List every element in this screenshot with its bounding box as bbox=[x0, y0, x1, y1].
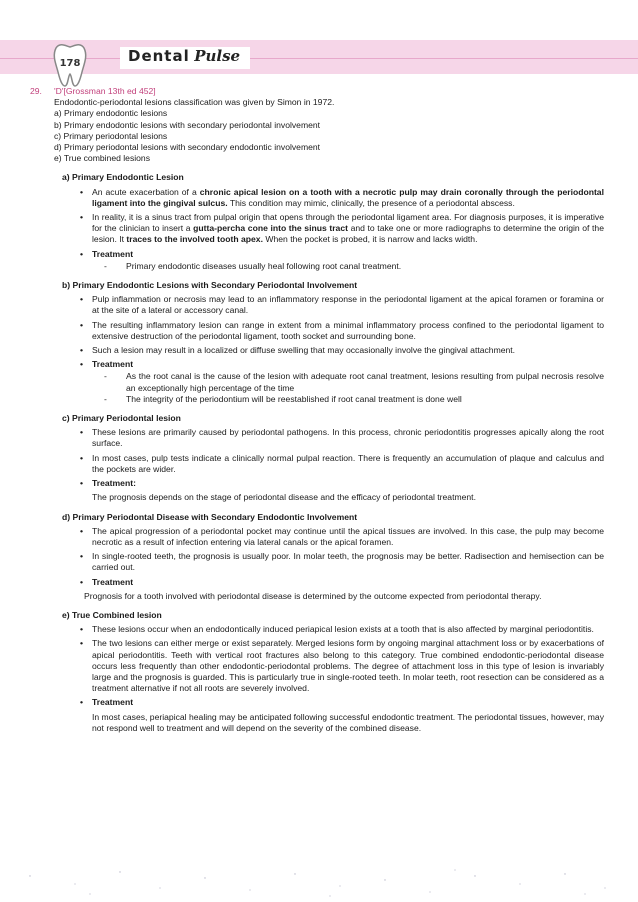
bullet-item: • Such a lesion may result in a localized or diffuse swelling that may occasionally involve the gingival attachment. bbox=[92, 345, 604, 356]
treatment-label: Treatment bbox=[92, 359, 134, 370]
treatment-bullet bbox=[92, 249, 604, 272]
treatment-label: Treatment: bbox=[92, 478, 136, 489]
treatment-label: Treatment bbox=[92, 697, 134, 708]
bullet-item bbox=[92, 212, 604, 246]
header-band bbox=[0, 40, 638, 74]
treatment-bullet bbox=[92, 697, 604, 708]
treatment-bullet bbox=[92, 478, 604, 489]
page-title bbox=[120, 47, 250, 69]
class-item: e) True combined lesions bbox=[54, 153, 151, 164]
treatment-text: Prognosis for a tooth involved with periodontal disease is determined by the outcome expected from periodontal therapy. bbox=[84, 590, 542, 601]
bullet-item: • The apical progression of a periodontal pocket may continue until the apical tissues are involved. In this case, the pulp may become necrotic as a result of infection entering via lateral canals or the apical foramen. bbox=[92, 526, 604, 548]
bullet-item: • Pulp inflammation or necrosis may lead to an inflammatory response in the periodontal ligament at the apical foramen or foramina or at the site of a lateral or accessory canal. bbox=[92, 294, 604, 316]
text: This condition may mimic, clinically, the presence of a periodontal abscess. bbox=[227, 197, 515, 208]
section-heading: a) Primary Endodontic Lesion bbox=[62, 172, 184, 183]
section-b bbox=[54, 280, 604, 405]
question-intro bbox=[54, 86, 604, 164]
bullet-item bbox=[92, 187, 604, 209]
intro-text: Endodontic-periodontal lesions classification was given by Simon in 1972. bbox=[54, 97, 335, 108]
bullet-item: • These lesions are primarily caused by periodontal pathogens. In this process, chronic periodontitis progresses apically along the root surface. bbox=[92, 427, 604, 449]
text: An acute exacerbation of a bbox=[92, 186, 200, 197]
treatment-bullet bbox=[92, 359, 604, 405]
bullet-item: • The two lesions can either merge or exist separately. Merged lesions form by ongoing marginal attachment loss or by exacerbations of apical periodontitis. Teeth with vertical root fractures also belong to this category. True combined endodontic-periodontal disease occurs less frequently than other endodontic-periodontal problems. The degree of attachment loss in this type of lesion is invariably large and the prognosis is guarded. This is particularly true in single-rooted teeth. In molar teeth, root resection can be considered as a treatment alternative if not all roots are severely involved. bbox=[92, 638, 604, 694]
treatment-label: Treatment bbox=[92, 248, 134, 259]
header-stripe bbox=[0, 58, 638, 59]
class-item: d) Primary periodontal lesions with secondary endodontic involvement bbox=[54, 142, 321, 153]
page-content bbox=[30, 86, 604, 734]
section-a bbox=[54, 172, 604, 272]
treatment-text: The prognosis depends on the stage of periodontal disease and the efficacy of periodontal treatment. bbox=[92, 492, 476, 503]
treatment-bullet bbox=[92, 577, 604, 588]
bullet-item: • In most cases, pulp tests indicate a clinically normal pulpal reaction. There is frequently an accumulation of plaque and calculus and the pockets are wider. bbox=[92, 453, 604, 475]
dash-item: - Primary endodontic diseases usually heal following root canal treatment. bbox=[126, 261, 604, 272]
section-c bbox=[54, 413, 604, 503]
class-item: b) Primary endodontic lesions with secondary periodontal involvement bbox=[54, 119, 321, 130]
class-item: a) Primary endodontic lesions bbox=[54, 108, 168, 119]
treatment-text: In most cases, periapical healing may be anticipated following successful endodontic treatment. The periodontal tissues, however, may not respond well to treatment and will depend on the severity of the combined disease. bbox=[92, 711, 604, 733]
section-heading: e) True Combined lesion bbox=[62, 609, 162, 620]
scan-noise-decoration bbox=[0, 862, 638, 902]
text: In reality, it is a sinus tract from pulpal origin that opens through the periodontal ligament area. For diagnosis purposes, it is imperative for the clinician to insert a bbox=[92, 212, 604, 234]
section-heading: c) Primary Periodontal lesion bbox=[62, 413, 181, 424]
dash-item: - The integrity of the periodontium will be reestablished if root canal treatment is done well bbox=[126, 394, 604, 405]
bold-text: chronic apical lesion on a tooth with a necrotic pulp may drain coronally through the periodontal ligament into the gingival sulcus. bbox=[92, 186, 604, 208]
answer-reference: 'D'[Grossman 13th ed 452] bbox=[54, 86, 156, 96]
bullet-item: • These lesions occur when an endodontically induced periapical lesion exists at a tooth that is also affected by marginal periodontitis. bbox=[92, 624, 604, 635]
bullet-item: • The resulting inflammatory lesion can range in extent from a minimal inflammatory process confined to the periodontal ligament to extensive destruction of the periodontal ligament, tooth socket and surrounding bone. bbox=[92, 320, 604, 342]
section-heading: d) Primary Periodontal Disease with Secondary Endodontic Involvement bbox=[62, 511, 358, 522]
bold-text: traces to the involved tooth apex. bbox=[126, 234, 263, 245]
text: When the pocket is probed, it is narrow and lacks width. bbox=[262, 234, 478, 245]
section-heading: b) Primary Endodontic Lesions with Secondary Periodontal Involvement bbox=[62, 280, 358, 291]
section-e bbox=[54, 610, 604, 734]
section-d bbox=[54, 512, 604, 602]
classification-list bbox=[54, 108, 604, 164]
tooth-page-badge bbox=[50, 42, 90, 88]
bold-text: gutta-percha cone into the sinus tract bbox=[193, 223, 348, 234]
text: and to take one or more radiographs to determine the origin of the lesion. It bbox=[92, 223, 604, 245]
treatment-label: Treatment bbox=[92, 576, 134, 587]
class-item: c) Primary periodontal lesions bbox=[54, 130, 168, 141]
title-pulse: Pulse bbox=[194, 47, 241, 65]
page-number: 178 bbox=[59, 58, 81, 69]
dash-item: - As the root canal is the cause of the lesion with adequate root canal treatment, lesions resulting from pulpal necrosis resolve an exceptionally high percentage of the time bbox=[126, 371, 604, 393]
bullet-item: • In single-rooted teeth, the prognosis is usually poor. In molar teeth, the prognosis may be better. Radisection and hemisection can be carried out. bbox=[92, 551, 604, 573]
question-number: 29. bbox=[30, 86, 42, 96]
title-dental: Dental bbox=[128, 47, 190, 65]
